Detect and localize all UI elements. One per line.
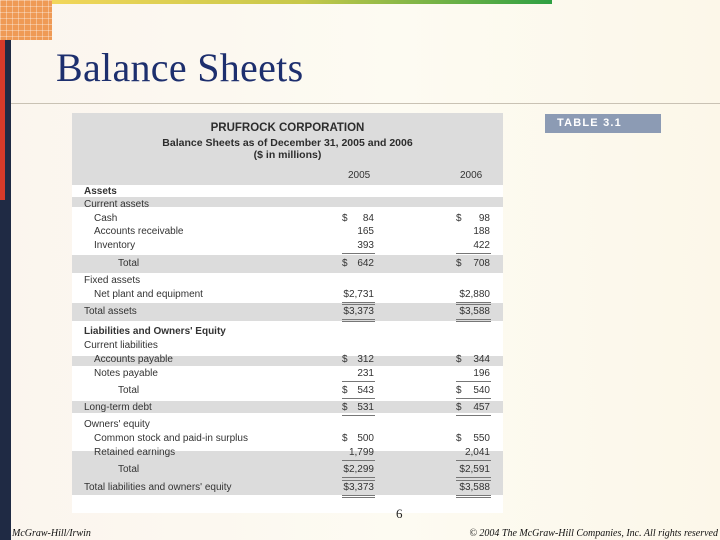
dollar-sign: $ (342, 433, 348, 444)
slide-title: Balance Sheets (56, 45, 304, 90)
underline (456, 415, 491, 416)
dollar-sign: $ (456, 354, 462, 365)
row-label: Current assets (84, 199, 150, 210)
table-tag-label: TABLE 3.1 (557, 117, 622, 129)
dollar-sign: $ (342, 258, 348, 269)
dollar-sign: $ (456, 258, 462, 269)
cell-value-2006: $3,588 (459, 306, 490, 317)
underline (342, 497, 375, 498)
underline (342, 302, 375, 303)
footer-copyright: © 2004 The McGraw-Hill Companies, Inc. All rights reserved (469, 528, 718, 539)
cell-value-2006: $2,880 (459, 289, 490, 300)
cell-value-2005: 531 (357, 402, 374, 413)
row-label: Liabilities and Owners' Equity (84, 326, 226, 337)
cell-value-2005: 393 (357, 240, 374, 251)
underline (456, 480, 491, 481)
row-label: Total liabilities and owners' equity (84, 482, 232, 493)
table-subtitle-line1: Balance Sheets as of December 31, 2005 and 2006 (162, 137, 413, 149)
cell-value-2006: 188 (473, 226, 490, 237)
underline (342, 253, 375, 254)
cell-value-2006: 708 (473, 258, 490, 269)
row-label: Fixed assets (84, 275, 141, 286)
table-header (72, 113, 503, 163)
table-tag (545, 114, 661, 133)
page-number: 6 (396, 506, 403, 521)
underline (456, 319, 491, 320)
title-divider (11, 103, 720, 104)
underline (342, 381, 375, 382)
underline (456, 495, 491, 496)
row-label: Cash (94, 213, 118, 224)
underline (456, 381, 491, 382)
underline (342, 415, 375, 416)
row-label: Retained earnings (94, 447, 176, 458)
dollar-sign: $ (342, 354, 348, 365)
cell-value-2006: 98 (478, 213, 490, 224)
dollar-sign: $ (342, 402, 348, 413)
row-label: Assets (84, 186, 117, 197)
dollar-sign: $ (342, 213, 348, 224)
row-label: Total (118, 258, 140, 269)
top-decorative-bar (52, 0, 552, 4)
cell-value-2005: 84 (362, 213, 374, 224)
underline (342, 477, 375, 478)
underline (456, 304, 491, 305)
balance-sheet-table (72, 113, 503, 513)
cell-value-2005: $2,731 (343, 289, 374, 300)
underline (456, 253, 491, 254)
underline (342, 319, 375, 320)
row-label: Net plant and equipment (94, 289, 203, 300)
cell-value-2006: 2,041 (464, 447, 490, 458)
underline (342, 480, 375, 481)
underline (456, 302, 491, 303)
row-label: Common stock and paid-in surplus (94, 433, 248, 444)
row-label: Notes payable (94, 368, 158, 379)
dollar-sign: $ (456, 402, 462, 413)
cell-value-2006: 457 (473, 402, 490, 413)
cell-value-2006: $3,588 (459, 482, 490, 493)
dollar-sign: $ (456, 385, 462, 396)
underline (456, 477, 491, 478)
table-subtitle-line2: ($ in millions) (253, 149, 322, 161)
row-label: Total assets (84, 306, 137, 317)
underline (342, 495, 375, 496)
cell-value-2005: 231 (357, 368, 374, 379)
cell-value-2006: 344 (473, 354, 490, 365)
cell-value-2005: 642 (357, 258, 374, 269)
row-label: Accounts receivable (94, 226, 184, 237)
row-label: Total (118, 385, 140, 396)
column-header-band (72, 163, 503, 185)
row-label: Current liabilities (84, 340, 158, 351)
dollar-sign: $ (456, 213, 462, 224)
cell-value-2006: $2,591 (459, 464, 490, 475)
row-label: Inventory (94, 240, 136, 251)
left-accent-bar (0, 40, 5, 200)
table-subtitle (72, 137, 503, 161)
cell-value-2005: $2,299 (343, 464, 374, 475)
underline (342, 321, 375, 322)
cell-value-2006: 550 (473, 433, 490, 444)
cell-value-2005: $3,373 (343, 306, 374, 317)
row-label: Total (118, 464, 140, 475)
footer-publisher: McGraw-Hill/Irwin (12, 528, 91, 539)
cell-value-2006: 540 (473, 385, 490, 396)
cell-value-2005: 543 (357, 385, 374, 396)
row-label: Owners' equity (84, 419, 150, 430)
underline (456, 398, 491, 399)
cell-value-2006: 196 (473, 368, 490, 379)
cell-value-2005: 165 (357, 226, 374, 237)
row-label: Long-term debt (84, 402, 152, 413)
dollar-sign: $ (342, 385, 348, 396)
underline (456, 321, 491, 322)
underline (456, 460, 491, 461)
company-name: PRUFROCK CORPORATION (210, 122, 365, 134)
column-header-2006: 2006 (460, 170, 483, 181)
cell-value-2006: 422 (473, 240, 490, 251)
underline (342, 304, 375, 305)
cell-value-2005: $3,373 (343, 482, 374, 493)
underline (342, 398, 375, 399)
row-label: Accounts payable (94, 354, 173, 365)
cell-value-2005: 312 (357, 354, 374, 365)
underline (342, 460, 375, 461)
cell-value-2005: 500 (357, 433, 374, 444)
decorative-grid (0, 0, 52, 40)
cell-value-2005: 1,799 (348, 447, 374, 458)
dollar-sign: $ (456, 433, 462, 444)
underline (456, 497, 491, 498)
column-header-2005: 2005 (348, 170, 371, 181)
